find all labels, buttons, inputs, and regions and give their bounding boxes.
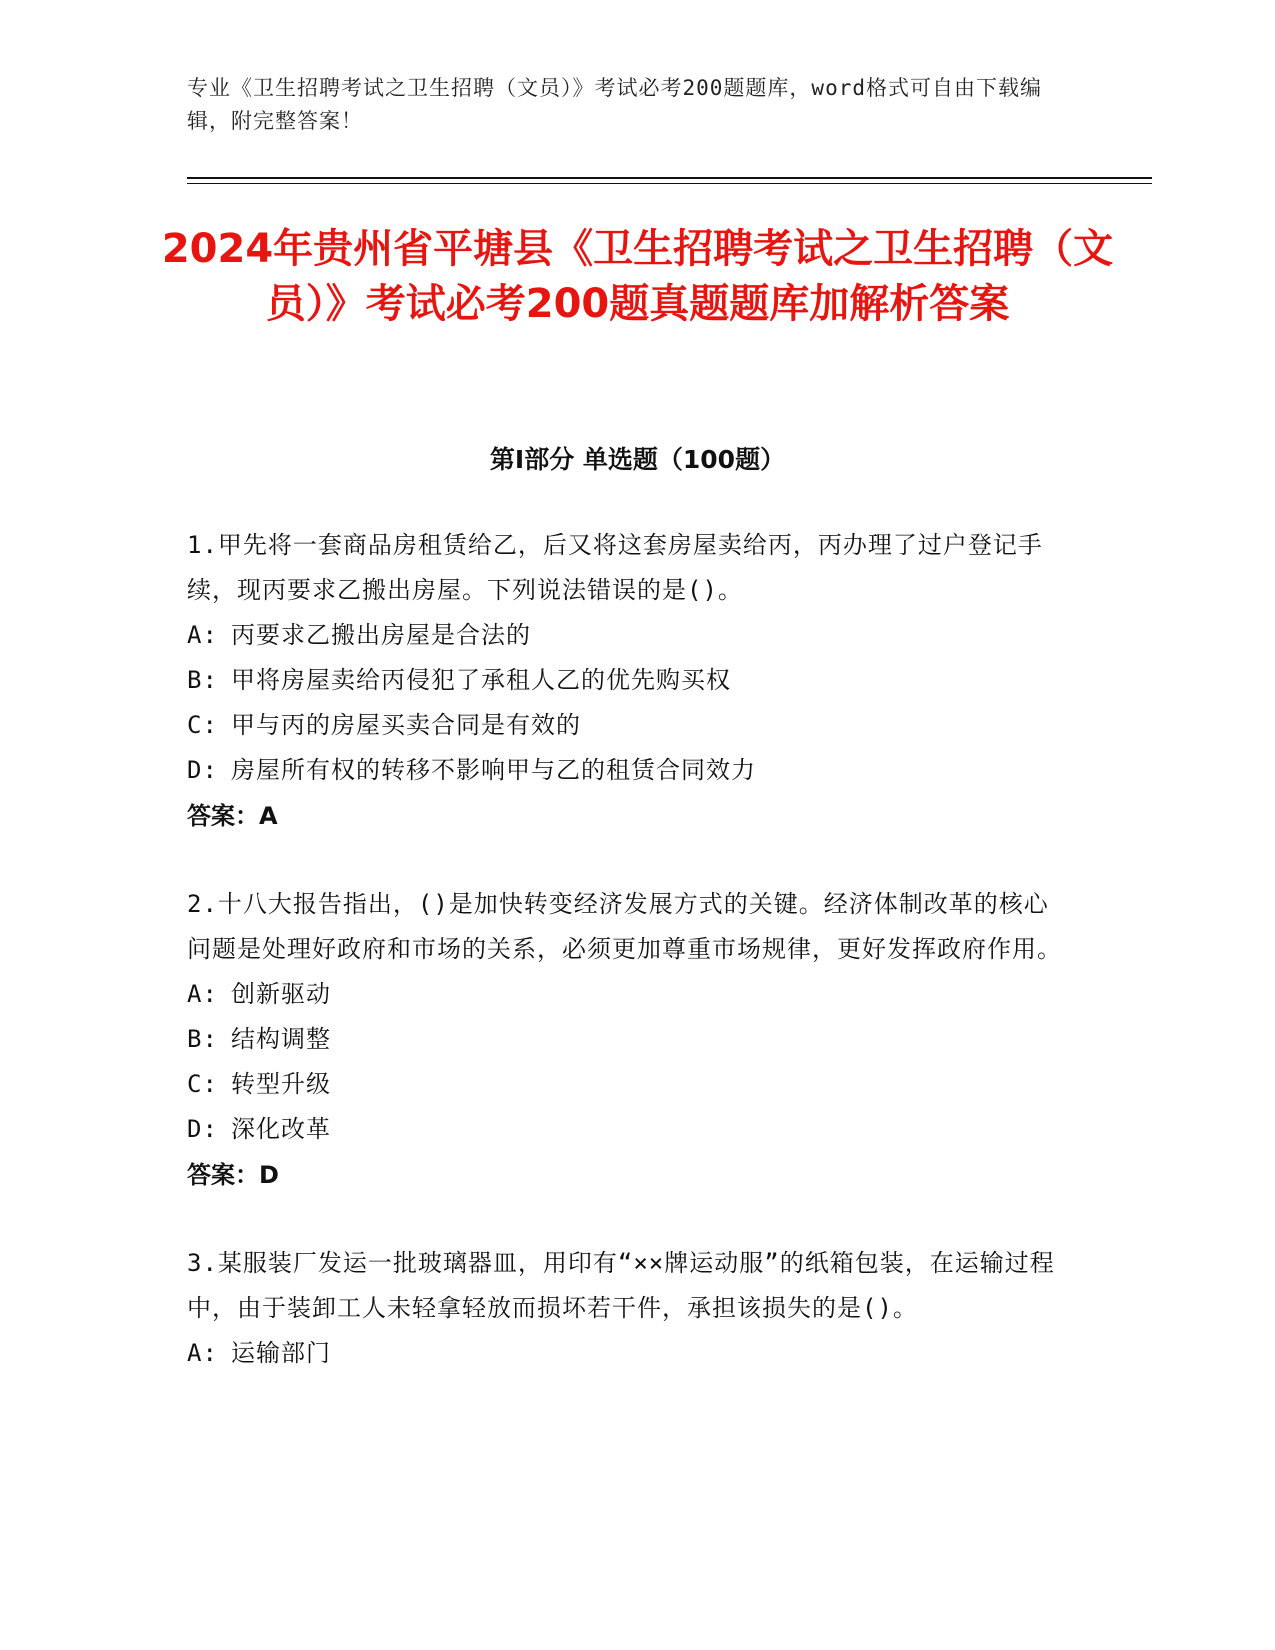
question-3 [187, 1241, 1067, 1376]
option-a [187, 613, 1067, 658]
option-letter: A: [187, 1339, 218, 1367]
question-stem: 2.十八大报告指出，()是加快转变经济发展方式的关键。经济体制改革的核心问题是处理好政府和市场的关系，必须更加尊重市场规律，更好发挥政府作用。 [187, 890, 1062, 963]
option-c [187, 703, 1067, 748]
header-note: 专业《卫生招聘考试之卫生招聘（文员）》考试必考200题题库，word格式可自由下载编辑，附完整答案！ [187, 76, 1042, 133]
option-letter: C: [187, 711, 218, 739]
option-b [187, 658, 1067, 703]
option-letter: B: [187, 666, 218, 694]
option-letter: B: [187, 1025, 218, 1053]
option-text: 结构调整 [231, 1025, 331, 1053]
option-letter: D: [187, 1115, 218, 1143]
question-list [187, 523, 1067, 1419]
option-d [187, 748, 1067, 793]
option-d [187, 1107, 1067, 1152]
answer-line: 答案：A [187, 802, 278, 830]
option-text: 创新驱动 [231, 980, 331, 1008]
option-c [187, 1062, 1067, 1107]
option-text: 甲将房屋卖给丙侵犯了承租人乙的优先购买权 [231, 666, 731, 694]
question-stem: 1.甲先将一套商品房租赁给乙，后又将这套房屋卖给丙，丙办理了过户登记手续，现丙要求乙搬出房屋。下列说法错误的是()。 [187, 531, 1043, 604]
option-text: 转型升级 [231, 1070, 331, 1098]
question-stem: 3.某服装厂发运一批玻璃器皿，用印有“××牌运动服”的纸箱包装，在运输过程中，由于装卸工人未轻拿轻放而损坏若干件，承担该损失的是()。 [187, 1249, 1055, 1322]
option-text: 深化改革 [231, 1115, 331, 1143]
option-a [187, 972, 1067, 1017]
option-text: 甲与丙的房屋买卖合同是有效的 [231, 711, 581, 739]
answer-line: 答案：D [187, 1161, 279, 1189]
header-rule-thin [187, 183, 1152, 184]
option-letter: A: [187, 621, 218, 649]
question-2 [187, 882, 1067, 1198]
option-b [187, 1017, 1067, 1062]
option-text: 房屋所有权的转移不影响甲与乙的租赁合同效力 [231, 756, 756, 784]
option-letter: A: [187, 980, 218, 1008]
option-text: 丙要求乙搬出房屋是合法的 [231, 621, 531, 649]
section-heading: 第Ⅰ部分 单选题（100题） [489, 445, 786, 474]
document-title: 2024年贵州省平塘县《卫生招聘考试之卫生招聘（文员）》考试必考200题真题题库加解析答案 [161, 226, 1114, 327]
header-rule-thick [187, 177, 1152, 179]
option-text: 运输部门 [231, 1339, 331, 1367]
option-a [187, 1331, 1067, 1376]
option-letter: C: [187, 1070, 218, 1098]
option-letter: D: [187, 756, 218, 784]
question-1 [187, 523, 1067, 839]
